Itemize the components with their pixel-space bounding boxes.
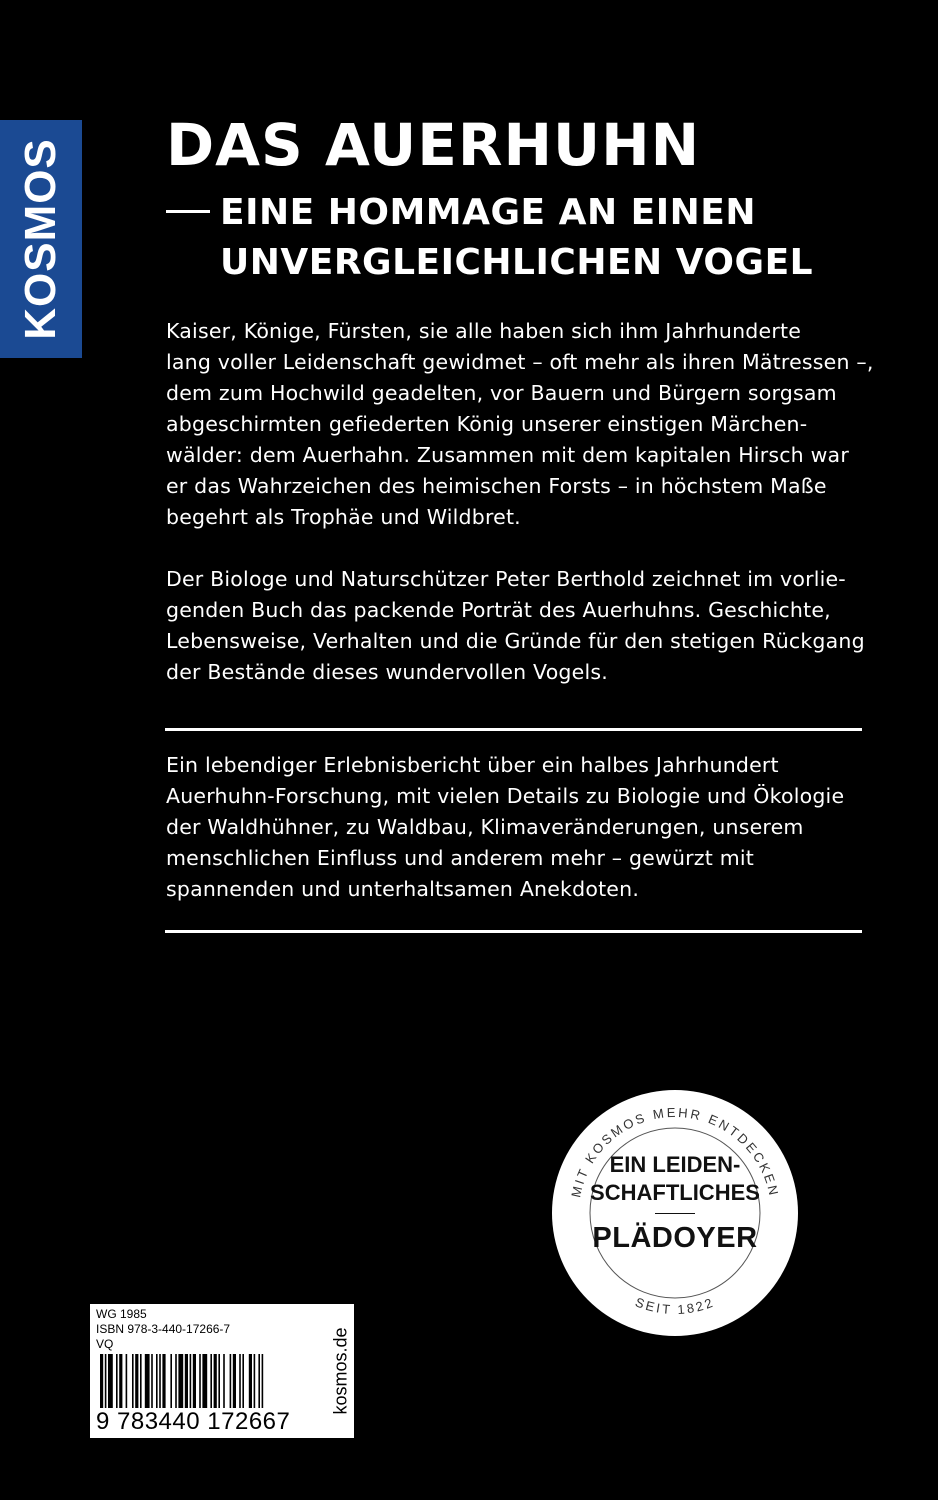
seal-line-3: PLÄDOYER xyxy=(592,1222,758,1254)
text-line: Der Biologe und Naturschützer Peter Berthold zeichnet im vorlie- xyxy=(166,567,846,591)
barcode-digits: 9 783440 172667 xyxy=(96,1408,291,1435)
book-title: DAS AUERHUHN xyxy=(166,111,701,179)
subtitle-line-2: UNVERGLEICHLICHEN VOGEL xyxy=(220,242,814,283)
text-line: dem zum Hochwild geadelten, vor Bauern und Bürgern sorgsam xyxy=(166,381,837,405)
vq-code: VQ xyxy=(96,1337,114,1351)
seal-ring-bottom: SEIT 1822 xyxy=(633,1294,717,1318)
blurb-paragraph-1 xyxy=(166,316,874,533)
blurb-paragraph-2 xyxy=(166,564,866,688)
barcode xyxy=(94,1354,324,1408)
book-subtitle xyxy=(166,188,813,288)
seal-line-1: EIN LEIDEN- xyxy=(609,1152,741,1177)
subtitle-line-1: EINE HOMMAGE AN EINEN xyxy=(220,192,757,233)
text-line: begehrt als Trophäe und Wildbret. xyxy=(166,505,521,529)
text-line: der Waldhühner, zu Waldbau, Klimaveränderungen, unserem xyxy=(166,815,804,839)
text-line: spannenden und unterhaltsamen Anekdoten. xyxy=(166,877,640,901)
text-line: er das Wahrzeichen des heimischen Forsts – in höchstem Maße xyxy=(166,474,827,498)
barcode-label xyxy=(90,1304,328,1438)
text-line: abgeschirmten gefiederten König unserer einstigen Märchen- xyxy=(166,412,808,436)
publisher-logo: KOSMOS xyxy=(16,138,65,340)
seal-line-2: SCHAFTLICHES xyxy=(590,1180,760,1205)
text-line: Lebensweise, Verhalten und die Gründe für den stetigen Rückgang xyxy=(166,629,865,653)
divider-bottom xyxy=(165,930,862,933)
seal-divider xyxy=(655,1213,695,1214)
text-line: Kaiser, Könige, Fürsten, sie alle haben sich ihm Jahrhunderte xyxy=(166,319,802,343)
text-line: Ein lebendiger Erlebnisbericht über ein halbes Jahrhundert xyxy=(166,753,779,777)
seal-ring-top: MIT KOSMOS MEHR ENTDECKEN xyxy=(568,1104,782,1199)
text-line: der Bestände dieses wundervollen Vogels. xyxy=(166,660,608,684)
text-line: genden Buch das packende Porträt des Auerhuhns. Geschichte, xyxy=(166,598,831,622)
text-line: lang voller Leidenschaft gewidmet – oft mehr als ihren Mätressen –, xyxy=(166,350,874,374)
isbn: ISBN 978-3-440-17266-7 xyxy=(96,1322,231,1336)
text-line: wälder: dem Auerhahn. Zusammen mit dem kapitalen Hirsch war xyxy=(166,443,849,467)
divider-top xyxy=(165,728,862,731)
blurb-paragraph-3 xyxy=(166,750,866,905)
seal-badge xyxy=(552,1090,798,1336)
publisher-logo-tab xyxy=(0,120,82,358)
wg-code: WG 1985 xyxy=(96,1307,147,1321)
text-line: menschlichen Einfluss und anderem mehr – gewürzt mit xyxy=(166,846,755,870)
publisher-website: kosmos.de xyxy=(330,1327,351,1415)
subtitle-dash xyxy=(166,210,210,213)
text-line: Auerhuhn-Forschung, mit vielen Details zu Biologie und Ökologie xyxy=(166,784,845,808)
